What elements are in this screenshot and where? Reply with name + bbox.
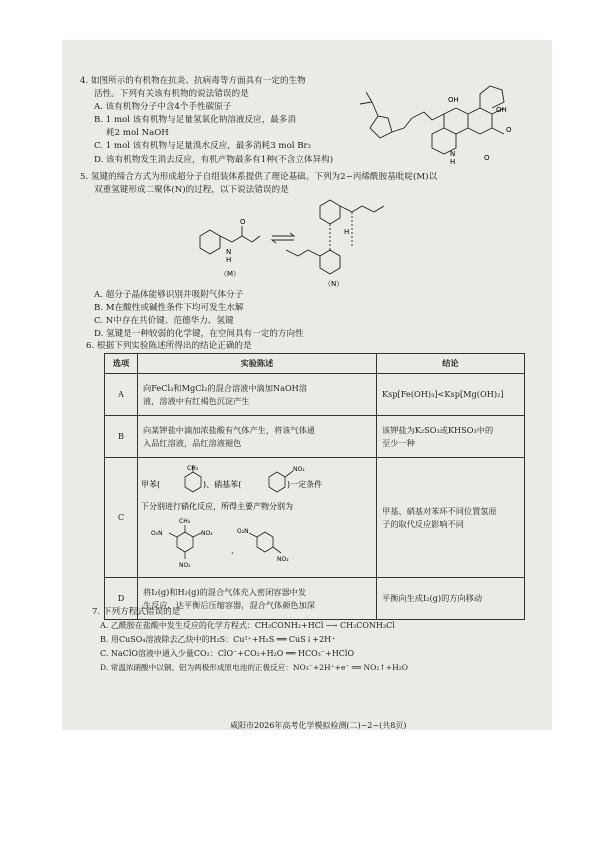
m-amide-n: N: [226, 248, 232, 256]
condition-label: )一定条件: [287, 479, 323, 489]
row-c-structures: [141, 463, 367, 573]
row-d-desc2: 生反应，达平衡后压缩容器，混合气体颜色加深: [143, 599, 315, 610]
tnt-ch3: CH₃: [179, 517, 191, 525]
q4-option-a: A. 该有机物分子中含4个手性碳原子: [94, 102, 232, 112]
row-c-option: C: [105, 458, 138, 578]
q5-option-a: A. 超分子晶体能够识别并吸附气体分子: [94, 290, 244, 300]
toluene-ch3: CH₃: [187, 464, 199, 472]
q5-label-m: （M）: [220, 270, 241, 278]
table-header-row: [105, 354, 525, 374]
tnt-no2-bottom: NO₂: [179, 561, 191, 569]
row-d-option: D: [105, 578, 138, 620]
q7-option-b: B. 用CuSO₄溶液除去乙炔中的H₂S：Cu²⁺+H₂S ══ CuS↓+2H⁺: [100, 635, 336, 644]
tnt-o2n: O₂N: [151, 529, 163, 537]
q4-stem-line2: 活性。下列有关该有机物的说法错误的是: [94, 89, 249, 99]
row-c-conc1: 甲基、硝基对苯环不同位置氢原: [382, 505, 497, 516]
m-carbonyl-o: O: [240, 218, 246, 226]
row-b-conc2: 至少一种: [382, 437, 415, 448]
header-statement: 实验陈述: [138, 354, 377, 374]
q4-nh-n: N: [450, 150, 456, 158]
row-b-desc2: 入品红溶液，品红溶液褪色: [143, 437, 242, 448]
row-b-desc1: 向某钾盐中滴加浓盐酸有气体产生，将该气体通: [143, 424, 315, 435]
row-a-statement: [138, 374, 377, 416]
toluene-label: 甲苯(: [141, 479, 161, 489]
n-hbond-h: H: [344, 228, 350, 236]
q4-oh-label: OH: [448, 96, 459, 104]
q6-experiment-table: [104, 353, 525, 620]
q4-option-b-cont: 耗2 mol NaOH: [106, 128, 169, 138]
row-b-option: B: [105, 416, 138, 458]
q5-stem-line2: 双重氢键形成二聚体(N)的过程，以下说法错误的是: [94, 185, 289, 195]
row-a-desc2: 液，溶液中有红褐色沉淀产生: [143, 395, 250, 406]
row-a-conclusion: Ksp[Fe(OH)₃]<Ksp[Mg(OH)₂]: [377, 374, 525, 416]
page-footer: 咸阳市2026年高考化学模拟检测(二)−2−(共8页): [230, 721, 407, 730]
row-b-statement: [138, 416, 377, 458]
q7-option-a: A. 乙酰胺在盐酸中发生反应的化学方程式：CH₃CONH₂+HCl ⟶ CH₃CONH₃Cl: [100, 621, 395, 630]
q7-stem: 7. 下列方程式错误的是: [92, 607, 181, 617]
nitrobenzene-no2: NO₂: [293, 465, 305, 473]
row-d-conclusion: 平衡向生成I₂(g)的方向移动: [377, 578, 525, 620]
row-b-conc1: 该钾盐为K₂SO₃或KHSO₃中的: [382, 424, 494, 435]
row-c-statement: [138, 458, 377, 578]
row-c-conclusion: [377, 458, 525, 578]
q5-option-c: C. N中存在共价键、范德华力、氢键: [94, 316, 234, 326]
dnb-no2: NO₂: [277, 555, 289, 563]
table-row: [105, 416, 525, 458]
row-c-conc2: 子的取代反应影响不同: [382, 518, 464, 529]
dnb-o2n: O₂N: [237, 527, 249, 535]
row-a-desc1: 向FeCl₃和MgCl₂的混合溶液中滴加NaOH溶: [143, 382, 307, 393]
q4-carbonyl-o: O: [484, 154, 490, 162]
q4-option-d: D. 该有机物发生消去反应，有机产物最多有1种(不含立体异构): [94, 155, 334, 165]
q7-option-d: D. 常温浓硝酸中以铜、铝为两极形成原电池的正极反应：NO₃⁻+2H⁺+e⁻ ══ NO₂↑+H₂O: [100, 663, 409, 672]
q5-label-n: （N）: [324, 280, 344, 288]
q4-nh-h: H: [450, 158, 456, 166]
q5-option-b: B. M在酸性或碱性条件下均可发生水解: [94, 303, 244, 313]
q6-stem: 6. 根据下列实验陈述所得出的结论正确的是: [86, 341, 252, 351]
tnt-no2-right: NO₂: [201, 529, 213, 537]
m-amide-h: H: [226, 256, 232, 264]
q4-oh2-label: OH: [496, 106, 507, 114]
nitrobenzene-label: )、硝基苯(: [203, 479, 242, 489]
table-row: [105, 458, 525, 578]
q4-molecule-structure: [352, 72, 542, 167]
row-a-option: A: [105, 374, 138, 416]
q4-option-b: B. 1 mol 该有机物与足量氢氧化钠溶液反应，最多消: [94, 115, 297, 125]
q7-option-c: C. NaClO溶液中通入少量CO₂：ClO⁻+CO₂+H₂O ══ HCO₃⁻+HClO: [100, 649, 355, 658]
product-separator: 、: [231, 545, 239, 555]
q4-stem-line1: 4. 如图所示的有机物在抗炎、抗病毒等方面具有一定的生物: [80, 76, 306, 86]
q4-option-c: C. 1 mol 该有机物与足量溴水反应，最多消耗3 mol Br₂: [94, 141, 312, 151]
q5-stem-line1: 5. 氢键的缔合方式为形成超分子自组装体系提供了理论基础。下列为2−丙烯酰胺基吡啶(M)以: [80, 172, 438, 182]
header-conclusion: 结论: [377, 354, 525, 374]
header-option: 选项: [105, 354, 138, 374]
row-c-desc2: 下分别进行硝化反应，所得主要产物分别为: [141, 501, 293, 511]
row-d-desc1: 将I₂(g)和H₂(g)的混合气体充入密闭容器中发: [143, 586, 307, 597]
q5-dimer-scheme: [190, 196, 400, 288]
q4-ome-label: O: [506, 126, 512, 134]
q5-option-d: D. 氢键是一种较弱的化学键，在空间具有一定的方向性: [94, 329, 304, 339]
row-b-conclusion: [377, 416, 525, 458]
table-row: [105, 374, 525, 416]
